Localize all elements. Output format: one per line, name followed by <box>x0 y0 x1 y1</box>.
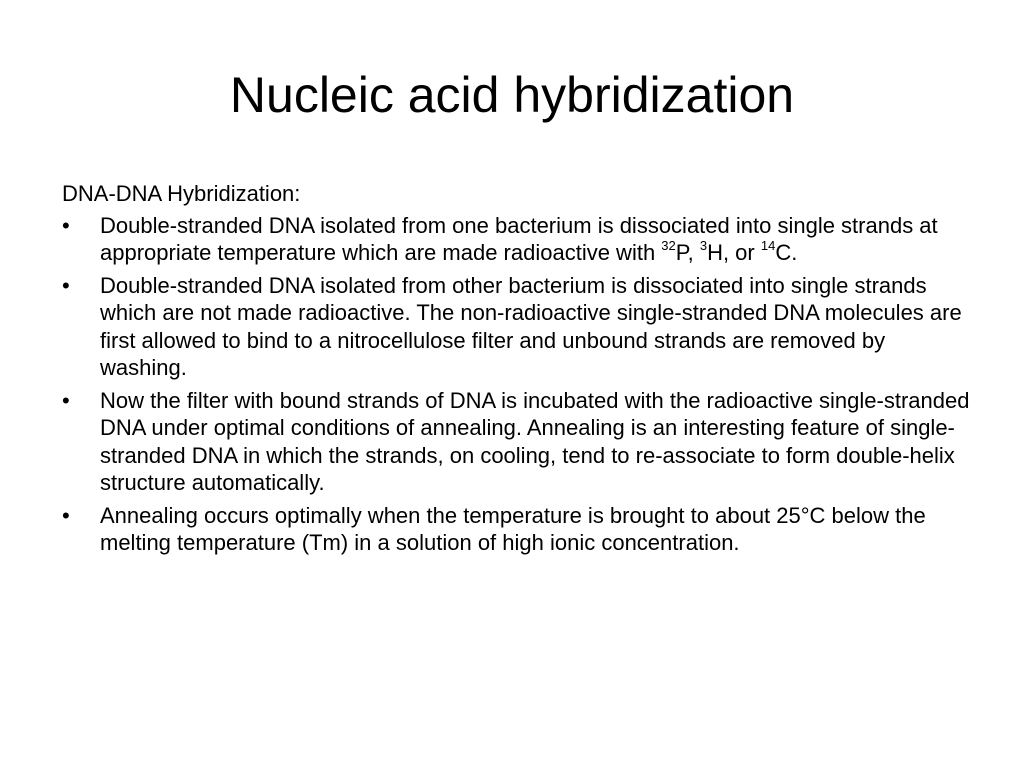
bullet-item-4 <box>62 502 977 557</box>
isotope-mass-14: 14 <box>760 237 776 253</box>
bullet-text-1b: P, <box>675 240 700 265</box>
isotope-mass-3: 3 <box>699 237 708 253</box>
bullet-text-1a: Double-stranded DNA isolated from one bacterium is dissociated into single strands at appropriate temperature which are made radioactive with <box>100 212 938 265</box>
bullet-dot-icon: • <box>62 212 70 238</box>
slide-title: Nucleic acid hybridization <box>229 67 795 123</box>
isotope-mass-32: 32 <box>661 237 676 253</box>
bullet-list <box>62 212 977 557</box>
bullet-text-1d: C. <box>775 240 798 265</box>
bullet-text-4: Annealing occurs optimally when the temperature is brought to about 25°C below the melting temperature (Tm) in a solution of high ionic concentration. <box>100 502 926 555</box>
slide-body <box>62 180 977 562</box>
bullet-text-3: Now the filter with bound strands of DNA is incubated with the radioactive single-stranded DNA under optimal conditions of annealing. Annealing is an interesting feature of single-stranded DNA in which the strands, on cooling, tend to re-associate to form double-helix structure automatically. <box>100 387 970 495</box>
bullet-item-3 <box>62 387 977 497</box>
bullet-text-2: Double-stranded DNA isolated from other bacterium is dissociated into single strands which are not made radioactive. The non-radioactive single-stranded DNA molecules are first allowed to bind to a nitrocellulose filter and unbound strands are removed by washing. <box>100 272 962 380</box>
bullet-text-1c: H, or <box>707 240 761 265</box>
bullet-item-1 <box>62 212 977 267</box>
bullet-dot-icon: • <box>62 387 70 413</box>
bullet-dot-icon: • <box>62 272 70 298</box>
section-heading: DNA-DNA Hybridization: <box>62 181 301 206</box>
bullet-item-2 <box>62 272 977 382</box>
bullet-dot-icon: • <box>62 502 70 528</box>
